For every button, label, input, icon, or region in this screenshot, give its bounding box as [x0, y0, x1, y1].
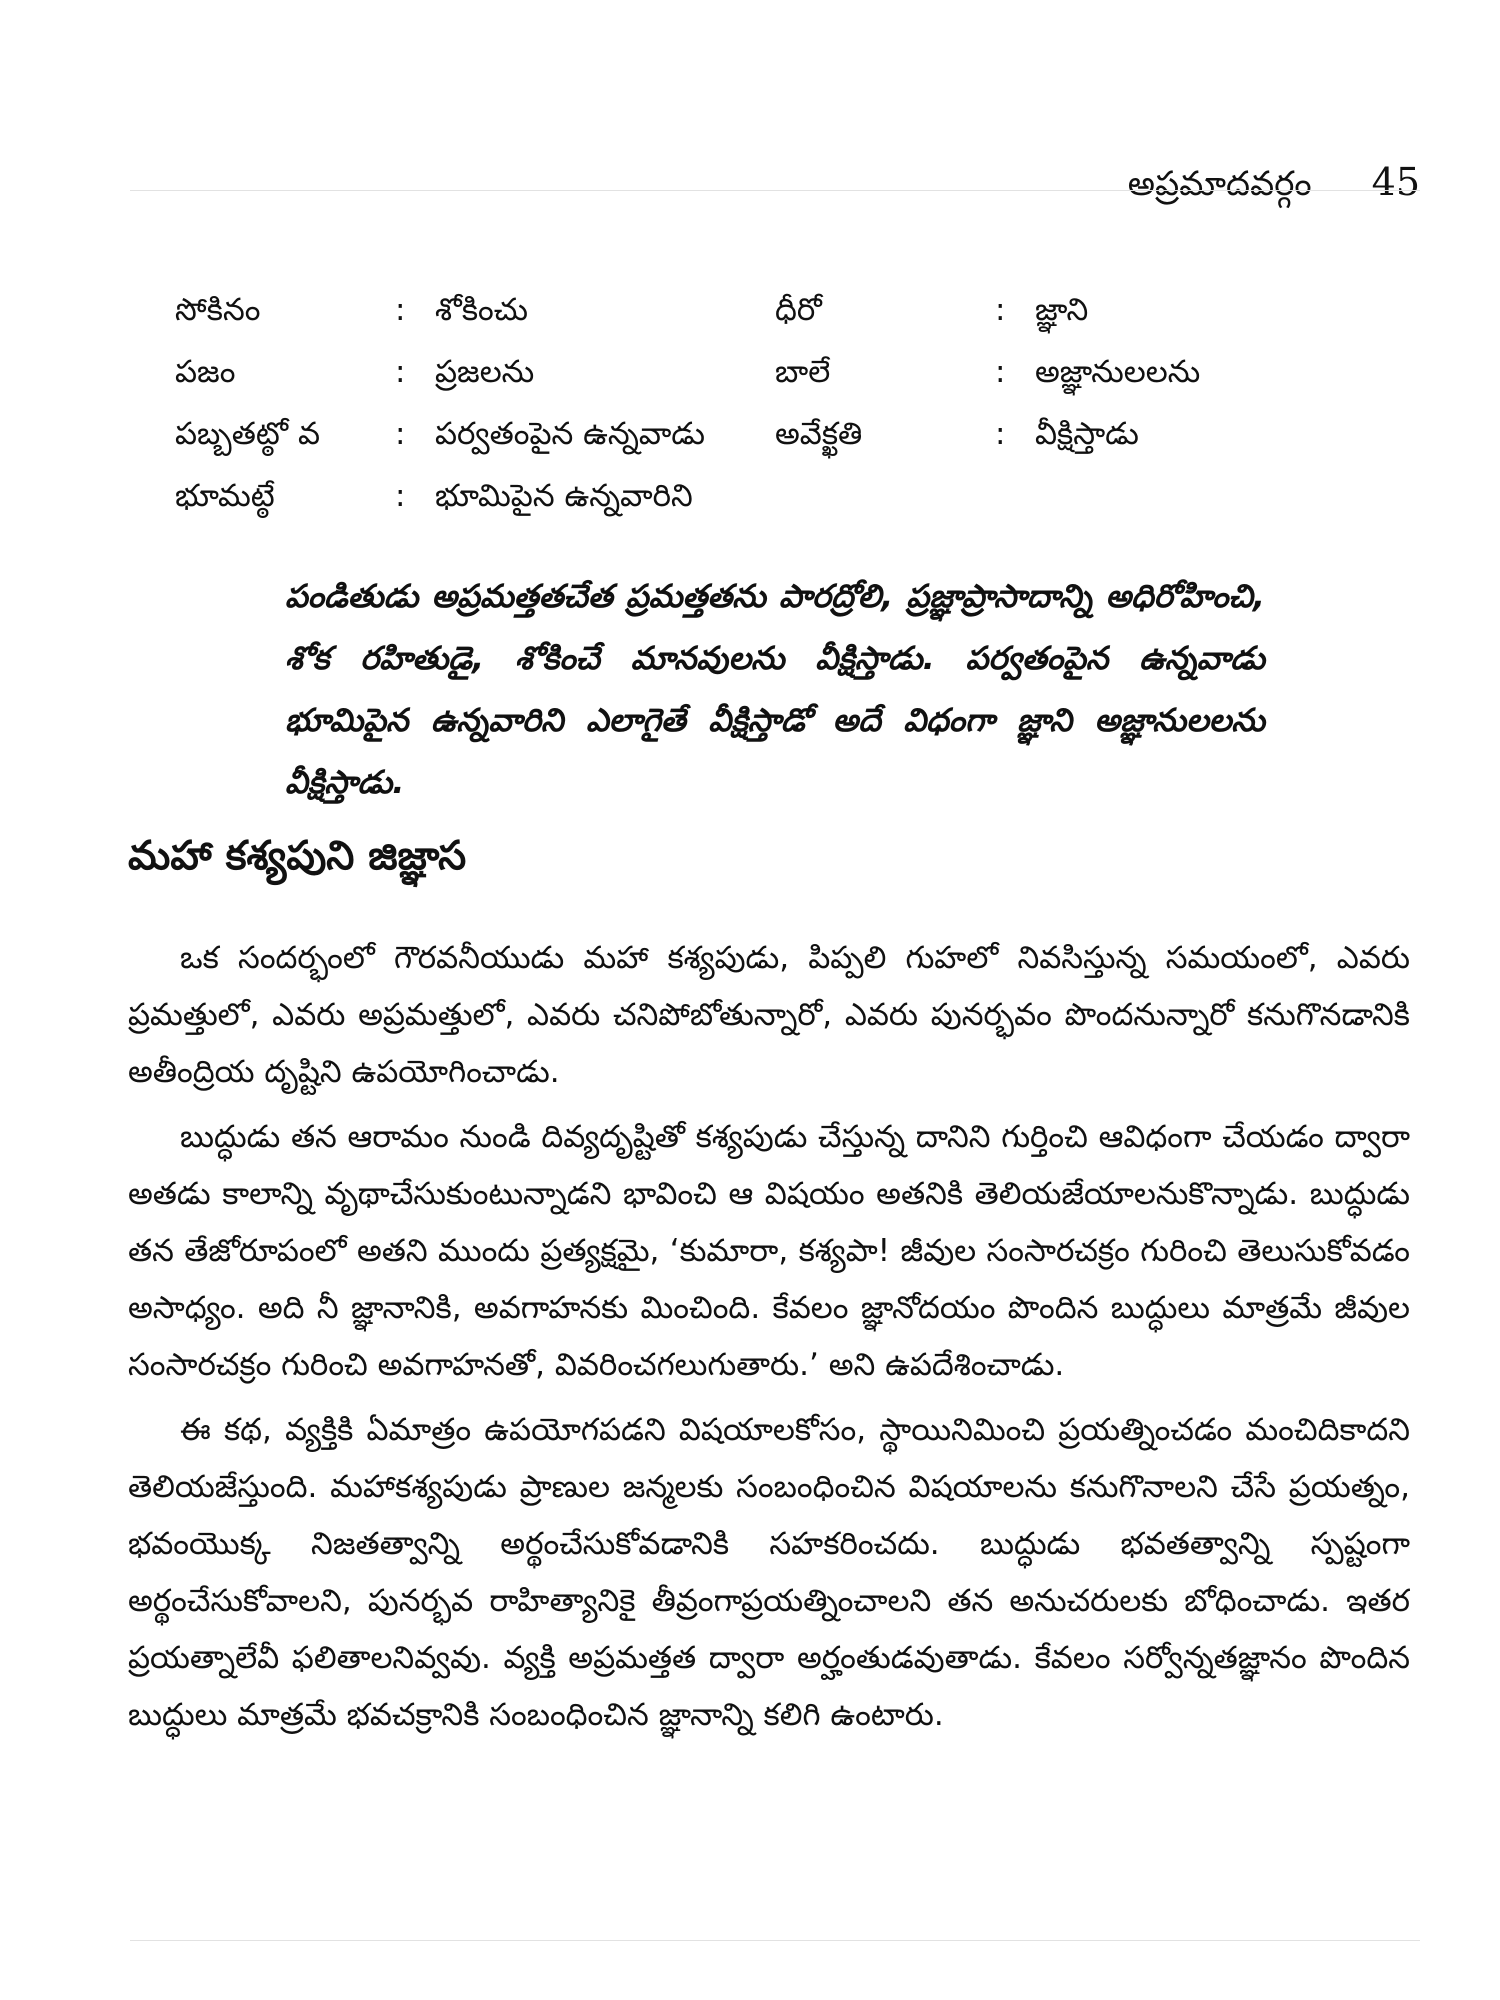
running-header: [130, 160, 1420, 212]
glossary-term: ధీరో: [775, 292, 822, 328]
section-heading: మహా కశ్యపుని జిజ్ఞాస: [128, 833, 467, 879]
glossary-colon: :: [395, 354, 406, 390]
footer-rule: [130, 1940, 1420, 1941]
glossary-term: బాలే: [775, 354, 831, 390]
verse-translation: పండితుడు అప్రమత్తతచేత ప్రమత్తతను పారద్రోలి, ప్రజ్ఞాప్రాసాదాన్ని అధిరోహించి, శోక రహితుడై, శోకించే మానవులను వీక్షిస్తాడు. పర్వతంపైన ఉన్నవాడు భూమిపైన ఉన్నవారిని ఎలాగైతే వీక్షిస్తాడో అదే విధంగా జ్ఞాని అజ్ఞానులలను వీక్షిస్తాడు.: [285, 577, 1265, 801]
body-paragraph: ఈ కథ, వ్యక్తికి ఏమాత్రం ఉపయోగపడని విషయాలకోసం, స్థాయినిమించి ప్రయత్నించడం మంచిదికాదని తెలియజేస్తుంది. మహాకశ్యపుడు ప్రాణుల జన్మలకు సంబంధించిన విషయాలను కనుగొనాలని చేసే ప్రయత్నం, భవంయొక్క నిజతత్వాన్ని అర్థంచేసుకోవడానికి సహకరించదు. బుద్ధుడు భవతత్వాన్ని స్పష్టంగా అర్థంచేసుకోవాలని, పునర్భవ రాహిత్యానికై తీవ్రంగాప్రయత్నించాలని తన అనుచరులకు బోధించాడు. ఇతర ప్రయత్నాలేవీ ఫలితాలనివ్వవు. వ్యక్తి అప్రమత్తత ద్వారా అర్హంతుడవుతాడు. కేవలం సర్వోన్నతజ్ఞానం పొందిన బుద్ధులు మాత్రమే భవచక్రానికి సంబంధించిన జ్ఞానాన్ని కలిగి ఉంటారు.: [128, 1412, 1410, 1733]
glossary-term: పజం: [175, 354, 236, 390]
glossary-meaning: శోకించు: [435, 292, 529, 328]
glossary-meaning: ప్రజలను: [435, 354, 535, 390]
glossary-term-empty: [775, 476, 995, 516]
glossary-meaning-empty: [1035, 476, 1295, 516]
header-rule: [130, 190, 1420, 191]
glossary-meaning: వీక్షిస్తాడు: [1035, 416, 1139, 452]
chapter-title: అప్రమాదవర్గం: [1127, 164, 1312, 204]
body-paragraph: బుద్ధుడు తన ఆరామం నుండి దివ్యదృష్టితో కశ్యపుడు చేస్తున్న దానిని గుర్తించి ఆవిధంగా చేయడం ద్వారా అతడు కాలాన్ని వృథాచేసుకుంటున్నాడని భావించి ఆ విషయం అతనికి తెలియజేయాలనుకొన్నాడు. బుద్ధుడు తన తేజోరూపంలో అతని ముందు ప్రత్యక్షమై, ‘కుమారా, కశ్యపా! జీవుల సంసారచక్రం గురించి తెలుసుకోవడం అసాధ్యం. అది నీ జ్ఞానానికి, అవగాహనకు మించింది. కేవలం జ్ఞానోదయం పొందిన బుద్ధులు మాత్రమే జీవుల సంసారచక్రం గురించి అవగాహనతో, వివరించగలుగుతారు.’ అని ఉపదేశించాడు.: [128, 1119, 1410, 1383]
glossary-colon: :: [395, 292, 406, 328]
glossary-colon: :: [995, 292, 1006, 328]
glossary-colon-empty: [995, 476, 1035, 516]
glossary-term: అవేక్ఖతి: [775, 416, 863, 452]
page-number: 45: [1371, 160, 1420, 204]
glossary-term: సోకినం: [175, 292, 261, 328]
glossary-meaning: అజ్ఞానులలను: [1035, 354, 1201, 390]
glossary-colon: :: [395, 416, 406, 452]
glossary-meaning: జ్ఞాని: [1035, 292, 1089, 328]
glossary-colon: :: [995, 354, 1006, 390]
glossary-term: భూమట్ఠే: [175, 478, 275, 514]
glossary-colon: :: [395, 478, 406, 514]
body-paragraph: ఒక సందర్భంలో గౌరవనీయుడు మహా కశ్యపుడు, పిప్పలి గుహలో నివసిస్తున్న సమయంలో, ఎవరు ప్రమత్తులో, ఎవరు అప్రమత్తులో, ఎవరు చనిపోబోతున్నారో, ఎవరు పునర్భవం పొందనున్నారో కనుగొనడానికి అతీంద్రియ దృష్టిని ఉపయోగించాడు.: [128, 940, 1410, 1090]
glossary-table: [175, 290, 1295, 516]
story-body: [128, 930, 1410, 1752]
glossary-term: పబ్బతట్ఠో వ: [175, 416, 320, 452]
glossary-meaning: పర్వతంపైన ఉన్నవాడు: [435, 416, 705, 452]
glossary-meaning: భూమిపైన ఉన్నవారిని: [435, 478, 693, 514]
glossary-colon: :: [995, 416, 1006, 452]
